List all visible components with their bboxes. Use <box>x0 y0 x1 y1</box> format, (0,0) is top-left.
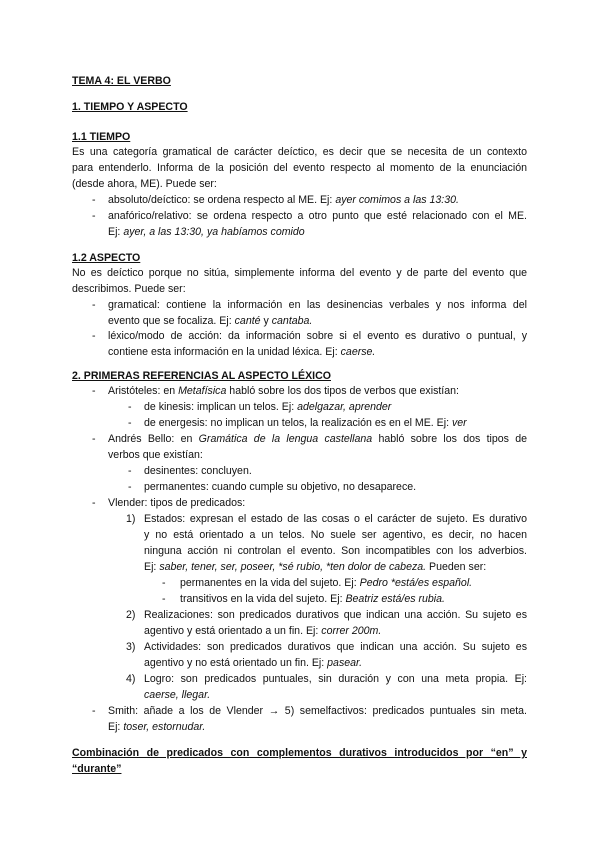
bullet-item-bello: Andrés Bello: en Gramática de la lengua castellana habló sobre los dos tipos de <box>108 433 527 445</box>
numbered-item-line: caerse, llegar. <box>144 689 211 701</box>
subsection-heading-1-2: 1.2 ASPECTO <box>72 252 141 264</box>
list-number: 1) <box>126 513 136 525</box>
sub-bullet-item: permanentes en la vida del sujeto. Ej: Pedro *está/es español. <box>180 577 473 589</box>
section-heading-2: 2. PRIMERAS REFERENCIAS AL ASPECTO LÉXICO <box>72 370 331 382</box>
bullet-dash: - <box>92 330 96 342</box>
numbered-item-line: ninguna acción ni controlan el evento. Son incompatibles con los adverbios. <box>144 545 527 557</box>
paragraph-line: describimos. Puede ser: <box>72 283 186 295</box>
bullet-dash: - <box>128 481 132 493</box>
sub-bullet-item: transitivos en la vida del sujeto. Ej: Beatriz está/es rubia. <box>180 593 445 605</box>
bullet-continuation: contiene esta información en la unidad léxica. Ej: caerse. <box>108 346 376 358</box>
closing-heading-line: “durante” <box>72 763 122 775</box>
sub-bullet-item: permanentes: cuando cumple su objetivo, no desaparece. <box>144 481 417 493</box>
bullet-item-aristoteles: Aristóteles: en Metafísica habló sobre los dos tipos de verbos que existían: <box>108 385 459 397</box>
bullet-item-smith: Smith: añade a los de Vlender → 5) semelfactivos: predicados puntuales sin meta. <box>108 705 527 717</box>
bullet-continuation: Ej: toser, estornudar. <box>108 721 206 733</box>
subsection-heading-1-1: 1.1 TIEMPO <box>72 131 131 143</box>
numbered-item-line: agentivo y no está orientado un fin. Ej: pasear. <box>144 657 363 669</box>
bullet-dash: - <box>162 593 166 605</box>
numbered-item-line: Realizaciones: son predicados durativos que indican una acción. Su sujeto es <box>144 609 527 621</box>
bullet-item: gramatical: contiene la información en las desinencias verbales y nos informa del <box>108 299 527 311</box>
numbered-item-line: Actividades: son predicados durativos que indican una acción. Su sujeto es <box>144 641 527 653</box>
paragraph-line: No es deíctico porque no sitúa, simplemente informa del evento y de parte del evento que <box>72 267 527 279</box>
numbered-item-line: agentivo y está orientado a un fin. Ej: correr 200m. <box>144 625 382 637</box>
sub-bullet-item: de energesis: no implican un telos, la realización es en el ME. Ej: ver <box>144 417 467 429</box>
list-number: 2) <box>126 609 136 621</box>
closing-heading-line: Combinación de predicados con complementos durativos introducidos por “en” y <box>72 747 527 759</box>
bullet-item: léxico/modo de acción: da información sobre si el evento es durativo o puntual, y <box>108 330 527 342</box>
document-title: TEMA 4: EL VERBO <box>72 75 171 87</box>
bullet-dash: - <box>92 299 96 311</box>
bullet-dash: - <box>128 417 132 429</box>
bullet-dash: - <box>92 433 96 445</box>
bullet-continuation: verbos que existían: <box>108 449 203 461</box>
sub-bullet-item: de kinesis: implican un telos. Ej: adelgazar, aprender <box>144 401 392 413</box>
list-number: 4) <box>126 673 136 685</box>
sub-bullet-item: desinentes: concluyen. <box>144 465 252 477</box>
numbered-item-line: Logro: son predicados puntuales, sin duración y con una meta propia. Ej: <box>144 673 527 685</box>
list-number: 3) <box>126 641 136 653</box>
bullet-dash: - <box>162 577 166 589</box>
paragraph-line: para entenderlo. Informa de la posición del evento respecto al momento de la enunciación <box>72 162 527 174</box>
numbered-item-line: Estados: expresan el estado de las cosas o el carácter de sujeto. Es durativo <box>144 513 527 525</box>
bullet-continuation: Ej: ayer, a las 13:30, ya habíamos comido <box>108 226 305 238</box>
numbered-item-line: Ej: saber, tener, ser, poseer, *sé rubio, *ten dolor de cabeza. Pueden ser: <box>144 561 487 573</box>
bullet-item: absoluto/deíctico: se ordena respecto al ME. Ej: ayer comimos a las 13:30. <box>108 194 459 206</box>
paragraph-line: (desde ahora, ME). Puede ser: <box>72 178 217 190</box>
bullet-dash: - <box>92 385 96 397</box>
bullet-dash: - <box>92 210 96 222</box>
bullet-item-vendler: Vlender: tipos de predicados: <box>108 497 246 509</box>
bullet-dash: - <box>128 465 132 477</box>
bullet-dash: - <box>92 497 96 509</box>
section-heading-1: 1. TIEMPO Y ASPECTO <box>72 101 188 113</box>
bullet-dash: - <box>128 401 132 413</box>
bullet-continuation: evento que se focaliza. Ej: canté y cantaba. <box>108 315 313 327</box>
paragraph-line: Es una categoría gramatical de carácter deíctico, es decir que se necesita de un contexto <box>72 146 527 158</box>
bullet-dash: - <box>92 194 96 206</box>
bullet-item: anafórico/relativo: se ordena respecto a otro punto que esté relacionado con el ME. <box>108 210 527 222</box>
bullet-dash: - <box>92 705 96 717</box>
numbered-item-line: y no está orientado a un telos. No suele ser agentivo, es decir, no hacen <box>144 529 527 541</box>
